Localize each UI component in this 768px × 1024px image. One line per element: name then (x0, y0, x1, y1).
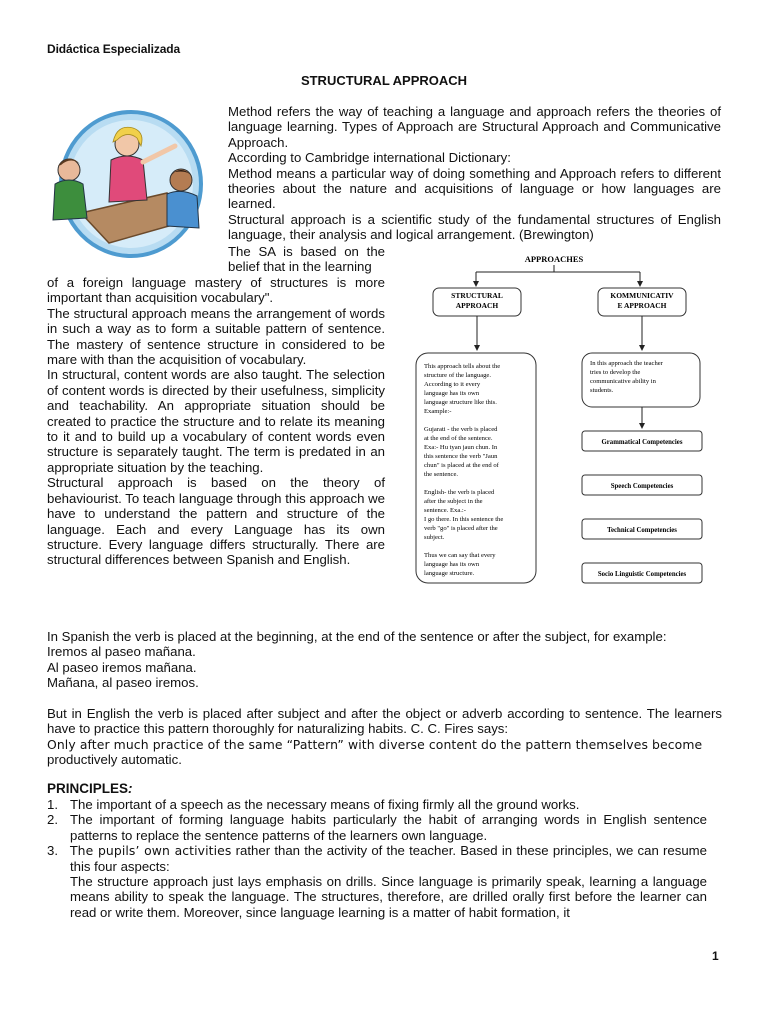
spanish-example: Iremos al paseo mañana. (47, 644, 196, 660)
intro-text (228, 104, 721, 243)
spanish-example: Mañana, al paseo iremos. (47, 675, 199, 691)
communicative-box-label: KOMMUNICATIV (610, 291, 674, 300)
left-column (47, 275, 385, 568)
approaches-diagram (408, 248, 718, 588)
principle-number: 2. (47, 812, 58, 828)
structural-description-line: Exa:- Hu tyan jaun chun. In (424, 444, 498, 451)
sa-paragraph-start: The SA is based on the belief that in the learning (228, 244, 385, 275)
structural-description-line: verb "go" is placed after the (424, 525, 498, 532)
principle-lead: The pupils’ own activities (70, 843, 232, 859)
principle-item (47, 797, 707, 812)
structural-description-line: the sentence. (424, 471, 459, 478)
intro-paragraph: Method refers the way of teaching a language and approach refers the theories of language learning. Types of Approach are Structural Approach and Communicative Approach. (228, 104, 721, 150)
classroom-illustration (47, 108, 207, 258)
english-paragraph: But in English the verb is placed after subject and after the object or adverb according to sentence. The learners have to practice this pattern thoroughly for naturalizing habits. C. C. Fires says: (47, 706, 722, 737)
page-number: 1 (712, 949, 719, 963)
competency-label: Grammatical Competencies (601, 439, 683, 446)
structural-description-line: chun" is placed at the end of (424, 462, 499, 469)
structural-description-line: at the end of the sentence. (424, 435, 493, 442)
structural-description-line: language has its own (424, 561, 480, 568)
spanish-example: Al paseo iremos mañana. (47, 659, 197, 675)
fires-quote-end: productively automatic. (47, 752, 182, 768)
spanish-intro: In Spanish the verb is placed at the beginning, at the end of the sentence or after the subject, for example: (47, 629, 667, 644)
communicative-box-label: E APPROACH (617, 301, 667, 310)
principle-item (47, 843, 707, 920)
principle-extra: The structure approach just lays emphasis on drills. Since language is primarily speak, learning a language means ability to speak the language. The structures, therefore, are drilled orally first before the learner can read or write them. Moreover, since language learning is a matter of habit formation, it (70, 874, 707, 920)
intro-paragraph: Structural approach is a scientific study of the fundamental structures of English language, their analysis and logical arrangement. (Brewington) (228, 211, 721, 243)
structural-description-line: English- the verb is placed (424, 489, 495, 496)
principle-text: The important of forming language habits particularly the habit of arranging words in English sentence patterns to replace the sentence patterns of the learners own language. (70, 812, 707, 843)
principle-item (47, 812, 707, 843)
fires-quote: Only after much practice of the same “Pattern” with diverse content do the pattern themselves become (47, 736, 703, 752)
structural-description-line: This approach tells about the (424, 363, 501, 370)
principle-number: 1. (47, 797, 58, 812)
principles-heading (47, 781, 133, 796)
document-header: Didáctica Especializada (47, 42, 181, 56)
intro-paragraph: According to Cambridge international Dictionary: (228, 150, 511, 166)
communicative-description-line: tries to develop the (590, 369, 641, 376)
principles-colon: : (128, 781, 133, 796)
structural-description-line: structure of the language. (424, 372, 492, 379)
structural-description-line: language has its own (424, 390, 480, 397)
structural-description-line: subject. (424, 534, 445, 541)
body-paragraph: Structural approach is based on the theory of behaviourist. To teach language through this approach we have to understand the pattern and structure of the language. Each and every Language has its own structure. Every language differs structurally. There are structural differences between Spanish and English. (47, 475, 385, 568)
structural-description-line: language structure like this. (424, 399, 497, 406)
principle-number: 3. (47, 843, 58, 859)
structural-box-label: STRUCTURAL (451, 291, 503, 300)
english-section (47, 706, 722, 768)
principle-text: rather than the activity of the teacher. Based in these principles, we can resume this four aspects: (70, 843, 707, 874)
structural-description-line: I go there. In this sentence the (424, 516, 504, 523)
communicative-description-line: students. (590, 387, 614, 394)
structural-description-line: after the subject in the (424, 498, 483, 505)
principles-list (47, 797, 707, 920)
competency-label: Technical Competencies (607, 527, 677, 534)
structural-description-line: language structure. (424, 570, 475, 577)
body-paragraph: In structural, content words are also taught. The selection of content words is directed by their usefulness, simplicity and teachability. An appropriate situation should be created to practice the structure and to relate its meaning to it and to build up a vocabulary of content words even structure is separately taught. The term is predated in an appropriate situation by the teaching. (47, 367, 385, 475)
structural-description-line: Example:- (424, 408, 452, 415)
sa-paragraph-rest: of a foreign language mastery of structures is more important than acquisition vocabulary". (47, 275, 385, 306)
communicative-description-line: communicative ability in (590, 378, 656, 385)
spanish-section (47, 629, 722, 691)
diagram-root-label: APPROACHES (524, 254, 584, 264)
structural-description-line: According to it every (424, 381, 481, 388)
page-title: STRUCTURAL APPROACH (300, 73, 468, 88)
principle-text: The important of a speech as the necessary means of fixing firmly all the ground works. (70, 797, 580, 812)
principles-title: PRINCIPLES (47, 781, 129, 796)
intro-paragraph: Method means a particular way of doing something and Approach refers to different theories about the nature and acquisitions of language or how languages are learned. (228, 165, 721, 212)
structural-box-label: APPROACH (455, 301, 499, 310)
structural-description-line: Gujarati - the verb is placed (424, 426, 498, 433)
communicative-description-line: In this approach the teacher (590, 360, 663, 367)
competency-label: Speech Competencies (610, 483, 674, 490)
structural-description-line: sentence. Exa.:- (424, 507, 466, 514)
body-paragraph: The structural approach means the arrangement of words in such a way as to form a suitable pattern of sentence. The mastery of sentence structure in considered to be mare with than the acquisition of vocabulary. (47, 305, 385, 368)
structural-description-line: this sentence the verb "Jaun (424, 453, 498, 460)
structural-description-line: Thus we can say that every (424, 552, 496, 559)
competency-label: Socio Linguistic Competencies (597, 571, 687, 578)
